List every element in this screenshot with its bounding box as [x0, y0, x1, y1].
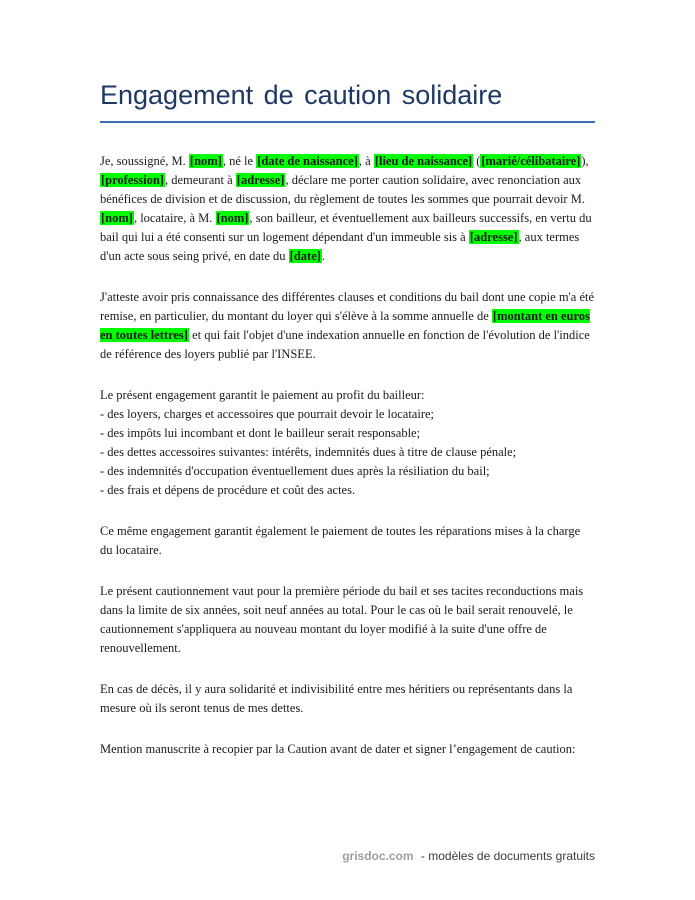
text-run: - des indemnités d'occupation éventuellement dues après la résiliation du bail;	[100, 464, 490, 478]
text-run: - des dettes accessoires suivantes: intérêts, indemnités dues à titre de clause pénale;	[100, 445, 517, 459]
placeholder-field: [date de naissance]	[257, 154, 358, 168]
text-run: (	[473, 154, 481, 168]
placeholder-field: [marié/célibataire]	[481, 154, 581, 168]
text-run: Le présent engagement garantit le paiement au profit du bailleur:	[100, 388, 425, 402]
placeholder-field: [adresse]	[469, 230, 518, 244]
text-run: Je, soussigné, M.	[100, 154, 189, 168]
placeholder-field: [nom]	[101, 211, 133, 225]
placeholder-field: [lieu de naissance]	[374, 154, 473, 168]
text-run: En cas de décès, il y aura solidarité et indivisibilité entre mes héritiers ou représentants dans la mesure où ils seront tenus de mes dettes.	[100, 682, 573, 715]
intro-paragraph	[100, 152, 595, 266]
placeholder-field: [nom]	[189, 154, 222, 168]
text-run: .	[321, 249, 326, 263]
text-run: - des loyers, charges et accessoires que pourrait devoir le locataire;	[100, 407, 435, 421]
placeholder-field: [date]	[289, 249, 321, 263]
text-run: - des impôts lui incombant et dont le bailleur serait responsable;	[100, 426, 421, 440]
footer-site-link[interactable]: grisdoc.com	[342, 849, 414, 863]
placeholder-field: [adresse]	[236, 173, 285, 187]
placeholder-field: [profession]	[101, 173, 164, 187]
handwritten-mention-paragraph	[100, 740, 595, 759]
attestation-paragraph	[100, 288, 595, 364]
text-run: ),	[581, 154, 589, 168]
text-run: J'atteste avoir pris connaissance des différentes clauses et conditions du bail dont une copie m'a été remise, en particulier, du montant du loyer qui s'élève à la somme annuelle de	[100, 290, 595, 323]
text-run: , déclare me porter caution solidaire, avec renonciation aux bénéfices de division et de discussion, du règlement de toutes les sommes que pourrait devoir M.	[100, 173, 585, 206]
text-run: , né le	[222, 154, 257, 168]
text-run: - des frais et dépens de procédure et coût des actes.	[100, 483, 356, 497]
text-run: , à	[358, 154, 374, 168]
text-run: , son bailleur, et éventuellement aux bailleurs successifs, en vertu du bail qui lui a été consenti sur un logement dépendant d'un immeuble sis à	[100, 211, 592, 244]
text-run: Ce même engagement garantit également le paiement de toutes les réparations mises à la charge du locataire.	[100, 524, 581, 557]
death-clause-paragraph	[100, 680, 595, 718]
text-run: Le présent cautionnement vaut pour la première période du bail et ses tacites reconductions mais dans la limite de six années, soit neuf années au total. Pour le cas où le bail serait renouvelé, le cautionnement s'appliquera au nouveau montant du loyer modifié à la suite d'une offre de renouvellement.	[100, 584, 584, 655]
document-body	[100, 152, 595, 759]
placeholder-field: [nom]	[216, 211, 249, 225]
text-run: , locataire, à M.	[133, 211, 216, 225]
text-run: , demeurant à	[164, 173, 236, 187]
guarantees-list	[100, 386, 595, 500]
text-run: Mention manuscrite à recopier par la Caution avant de dater et signer l’engagement de caution:	[100, 742, 576, 756]
text-run: et qui fait l'objet d'une indexation annuelle en fonction de l'évolution de l'indice de référence des loyers publié par l'INSEE.	[100, 328, 590, 361]
placeholder-field: [montant en euros en toutes lettres]	[100, 309, 590, 342]
footer-tagline: - modèles de documents gratuits	[420, 849, 595, 863]
document-title: Engagement de caution solidaire	[100, 0, 595, 123]
duration-paragraph	[100, 582, 595, 658]
page-footer	[342, 849, 595, 864]
text-run: , aux termes d'un acte sous seing privé, en date du	[100, 230, 580, 263]
repairs-paragraph	[100, 522, 595, 560]
